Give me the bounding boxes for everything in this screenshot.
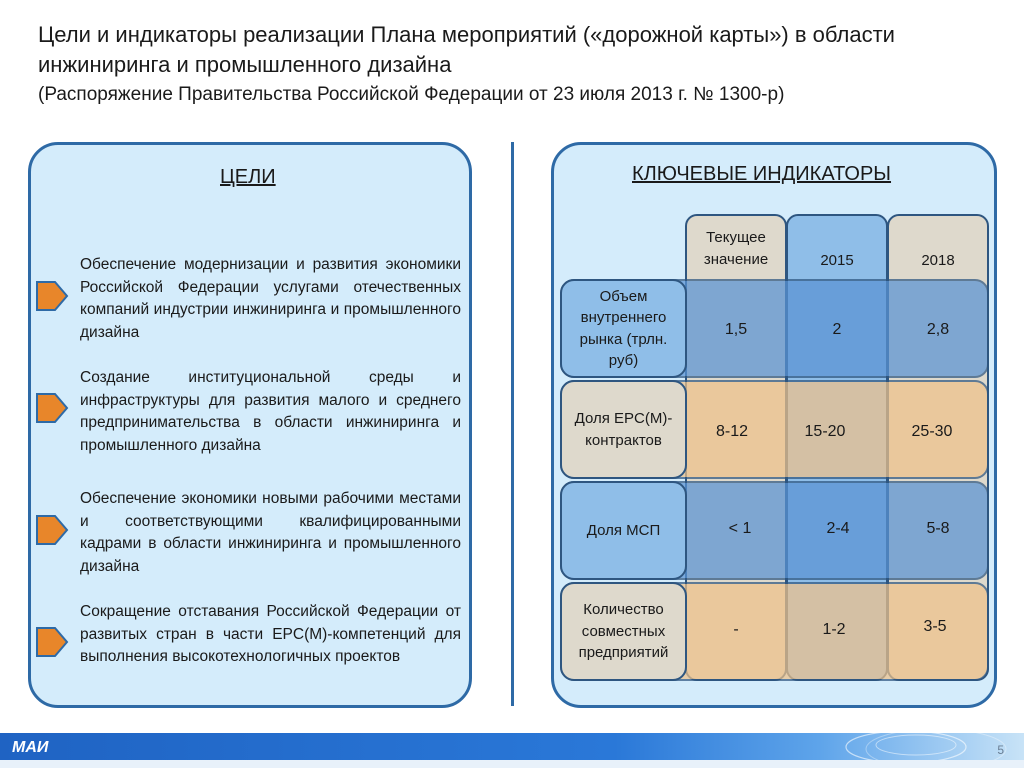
cell-value: 2-4 [826, 520, 850, 537]
svg-text:МАИ: МАИ [12, 739, 49, 755]
cell-value: 15-20 [804, 423, 846, 440]
arrow-icon [35, 392, 69, 424]
panel-divider [511, 142, 514, 706]
goal-item-3: Обеспечение экономики новыми рабочими местами и соответствующими квалифицированными кадрами в области инжиниринга и промышленного дизайна [80, 490, 461, 575]
cell-value: 1-2 [822, 621, 846, 638]
goal-item-2: Создание институциональной среды и инфраструктуры для развития малого и среднего предпринимательства в области инжиниринга и промышленного дизайна [80, 369, 461, 454]
row-label-epc [560, 380, 687, 479]
goals-heading: ЦЕЛИ [220, 166, 276, 188]
slide-subtitle: (Распоряжение Правительства Российской Федерации от 23 июля 2013 г. № 1300-р) [38, 84, 785, 105]
slide-title: Цели и индикаторы реализации Плана мероприятий («дорожной карты») в области инжиниринга и промышленного дизайна [38, 22, 895, 77]
page-number: 5 [997, 743, 1004, 757]
footer-strip [0, 760, 1024, 768]
cell-value: 25-30 [911, 423, 953, 440]
row-label-msp [560, 481, 687, 580]
goal-item-1: Обеспечение модернизации и развития экономики Российской Федерации услугами отечественных компаний индустрии инжиниринга и промышленного дизайна [80, 256, 461, 341]
row-label-text: Количество совместных предприятий [578, 601, 669, 662]
arrow-icon [35, 280, 69, 312]
arrow-icon [35, 514, 69, 546]
row-label-text: Объем внутреннего рынка (трлн. руб) [579, 287, 668, 369]
indicators-heading: КЛЮЧЕВЫЕ ИНДИКАТОРЫ [632, 163, 892, 185]
cell-value: - [733, 621, 739, 638]
cell-value: < 1 [728, 520, 752, 537]
footer-decoration-icon [816, 733, 1024, 760]
goal-item-4: Сокращение отставания Российской Федерации от развитых стран в части EPC(M)-компетенций для выполнения высокотехнологичных проектов [80, 603, 461, 665]
column-header-2018: 2018 [921, 252, 955, 269]
cell-value: 3-5 [923, 618, 947, 635]
row-label-text: Доля МСП [586, 521, 661, 539]
cell-value: 2 [832, 321, 842, 338]
mai-logo [12, 737, 72, 755]
cell-value: 5-8 [926, 520, 950, 537]
row-label-text: Доля EPC(M)-контрактов [574, 410, 673, 449]
column-header-current: Текущее значение [703, 229, 769, 268]
row-label-jv [560, 582, 687, 681]
cell-value: 8-12 [715, 423, 749, 440]
column-header-2015: 2015 [820, 252, 854, 269]
row-label-market [560, 279, 687, 378]
arrow-icon [35, 626, 69, 658]
cell-value: 2,8 [926, 321, 950, 338]
cell-value: 1,5 [724, 321, 748, 338]
